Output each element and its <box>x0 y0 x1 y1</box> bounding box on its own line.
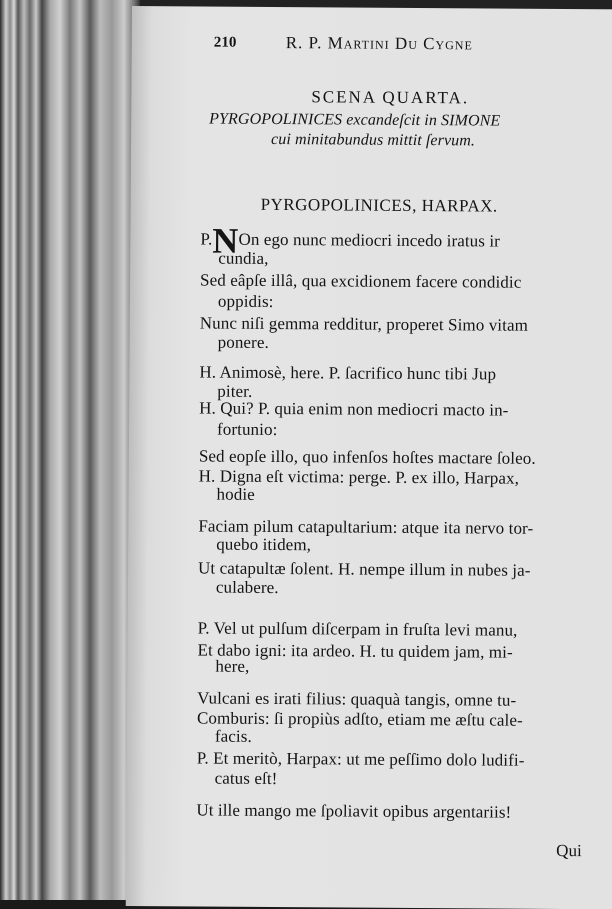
drop-cap: N <box>212 220 239 261</box>
verse-line: fortunio: <box>216 419 278 440</box>
verse-line: cundia, <box>218 248 269 268</box>
verse-line: Sed eâpſe illâ, qua excidionem facere condidic <box>200 270 522 292</box>
verse-line: Comburis: ſi propiùs adſto, etiam me æſtu cale- <box>196 708 523 730</box>
verse-line: piter. <box>217 381 253 401</box>
verse-line: H. Qui? P. quia enim non mediocri macto in- <box>199 398 509 420</box>
verse-line: facis. <box>214 726 252 746</box>
verse-line: Faciam pilum catapultarium: atque ita nervo tor- <box>198 516 534 538</box>
running-head: R. P. Martini Du Cygne <box>285 33 473 54</box>
verse-line: P. Vel ut pulſum diſcerpam in fruſta levi manu, <box>197 618 518 640</box>
verse-line: Ut ille mango me ſpoliavit opibus argentariis! <box>196 800 512 822</box>
scene-title: SCENA QUARTA. <box>311 87 470 108</box>
verse-line: oppidis: <box>217 291 274 311</box>
verse-line: Vulcani es irati filius: quaquà tangis, omne tu- <box>197 688 517 710</box>
verse-line: Et dabo igni: ita ardeo. H. tu quidem jam, mi- <box>197 640 513 662</box>
verse-line: catus eſt! <box>214 768 278 789</box>
speakers-heading: PYRGOPOLINICES, HARPAX. <box>260 194 498 216</box>
catchword: Qui <box>556 840 582 861</box>
verse-line: Nunc niſi gemma redditur, properet Simo vitam <box>199 313 529 335</box>
book-page <box>126 6 612 909</box>
verse-line: here, <box>215 656 250 676</box>
speaker-prefix: P. <box>200 229 213 249</box>
verse-line: P. Et meritò, Harpax: ut me peſſimo dolo ludifi- <box>196 748 525 770</box>
first-verse-text: On ego nunc mediocri incedo iratus ir <box>238 229 501 251</box>
verse-line: culabere. <box>215 577 279 598</box>
verse-line: H. Digna eſt victima: perge. P. ex illo, Harpax, <box>198 466 520 488</box>
scene-argument-line: PYRGOPOLINICES excandeſcit in SIMONE <box>209 110 501 130</box>
scene-argument-line: cui minitabundus mittit ſervum. <box>271 130 476 150</box>
verse-line: Ut catapultæ ſolent. H. nempe illum in nubes ja- <box>198 558 531 580</box>
verse-line: quebo itidem, <box>216 534 312 555</box>
verse-line: H. Animosè, here. P. ſacrifico hunc tibi Jup <box>199 362 497 384</box>
verse-line: ponere. <box>217 332 269 352</box>
page-number: 210 <box>213 34 237 51</box>
page-leaves <box>0 0 140 900</box>
verse-line: Sed eopſe illo, quo infenſos hoſtes mactare ſoleo. <box>198 446 536 468</box>
verse-line: hodie <box>216 484 255 504</box>
